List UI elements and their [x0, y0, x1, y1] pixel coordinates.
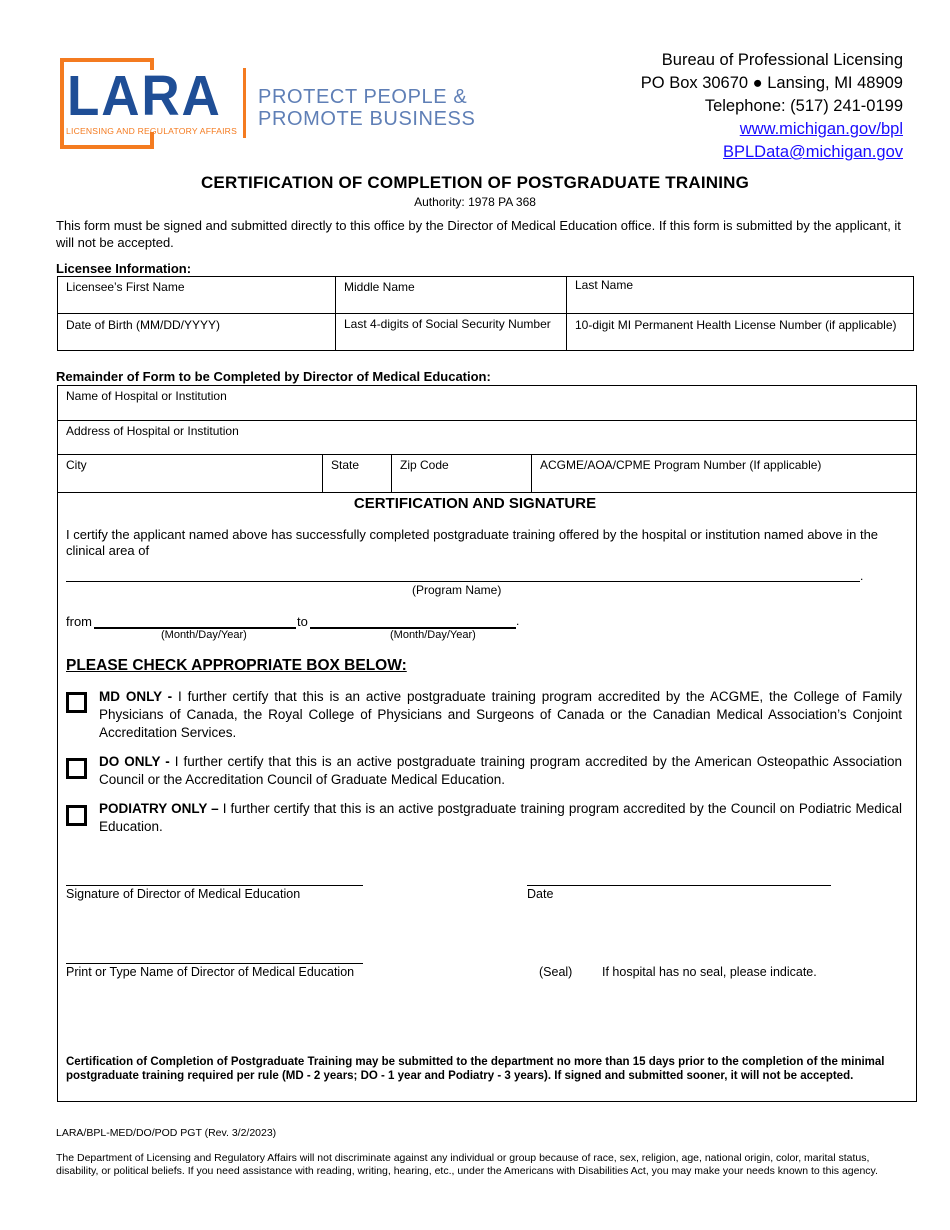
- program-number-field[interactable]: [532, 455, 916, 492]
- zip-code-field[interactable]: [392, 455, 531, 492]
- form-instructions: This form must be signed and submitted directly to this office by the Director of Medical Education office. If this form is submitted by the applicant, it will not be accepted.: [56, 218, 901, 250]
- license-number-label: 10-digit MI Permanent Health License Number (if applicable): [575, 318, 897, 332]
- form-number: LARA/BPL-MED/DO/POD PGT (Rev. 3/2/2023): [56, 1127, 277, 1139]
- director-section-label: Remainder of Form to be Completed by Director of Medical Education:: [56, 369, 491, 384]
- print-name-input[interactable]: [66, 963, 363, 964]
- licensee-info-table: [57, 276, 914, 351]
- bureau-contact-block: [641, 49, 903, 164]
- bureau-name: Bureau of Professional Licensing: [661, 51, 903, 69]
- from-date-caption: (Month/Day/Year): [161, 629, 247, 641]
- state-label: State: [331, 458, 360, 472]
- certification-statement: I certify the applicant named above has successfully completed postgraduate training offered by the hospital or institution named above in the clinical area of: [66, 527, 879, 558]
- bureau-telephone: Telephone: (517) 241-0199: [704, 97, 903, 115]
- email-link[interactable]: BPLData@michigan.gov: [722, 143, 903, 161]
- dob-field[interactable]: [58, 314, 335, 350]
- to-date-period: .: [516, 614, 520, 628]
- first-name-label: Licensee’s First Name: [66, 280, 185, 294]
- program-name-input[interactable]: [66, 581, 860, 582]
- program-number-label: ACGME/AOA/CPME Program Number (If applicable): [540, 458, 822, 472]
- podiatry-only-text: I further certify that this is an active postgraduate training program accredited by the Council on Podiatric Medical Education.: [99, 801, 902, 834]
- podiatry-only-option: [99, 800, 902, 836]
- program-name-caption: (Program Name): [412, 583, 502, 597]
- city-field[interactable]: [58, 455, 322, 492]
- do-only-checkbox[interactable]: [66, 758, 87, 779]
- last-name-label: Last Name: [575, 278, 634, 292]
- middle-name-label: Middle Name: [344, 280, 415, 294]
- md-only-checkbox[interactable]: [66, 692, 87, 713]
- hospital-name-label: Name of Hospital or Institution: [66, 389, 227, 403]
- bureau-address: PO Box 30670 ● Lansing, MI 48909: [640, 74, 903, 92]
- last-name-field[interactable]: [567, 275, 913, 311]
- lara-logo: LARA: [67, 64, 222, 128]
- do-only-text: I further certify that this is an active postgraduate training program accredited by the American Osteopathic Association Council or the Accreditation Council of Graduate Medical Education.: [99, 754, 903, 787]
- submission-timing-note: Certification of Completion of Postgraduate Training may be submitted to the department no more than 15 days prior to the completion of the minimal postgraduate training required per rule (MD - 2 years; DO - 1 year and Podiatry - 3 years). If signed and submitted sooner, it will not be accepted.: [66, 1056, 885, 1082]
- check-box-heading: PLEASE CHECK APPROPRIATE BOX BELOW:: [66, 657, 407, 674]
- print-name-label: Print or Type Name of Director of Medical Education: [66, 965, 355, 979]
- to-date-caption: (Month/Day/Year): [390, 629, 476, 641]
- program-name-period: .: [860, 569, 864, 583]
- podiatry-only-lead: PODIATRY ONLY –: [99, 801, 219, 816]
- first-name-field[interactable]: [58, 277, 335, 313]
- ssn-last4-field[interactable]: [336, 314, 566, 350]
- website-link[interactable]: www.michigan.gov/bpl: [739, 120, 903, 138]
- date-label: Date: [527, 887, 554, 901]
- form-authority: Authority: 1978 PA 368: [414, 195, 536, 209]
- tagline: [258, 86, 475, 130]
- middle-name-field[interactable]: [336, 277, 566, 313]
- signature-input[interactable]: [66, 885, 363, 886]
- nondiscrimination-statement: The Department of Licensing and Regulatory Affairs will not discriminate against any individual or group because of race, sex, religion, age, national origin, color, marital status, disability, or political beliefs. If you need assistance with reading, writing, hearing, etc., under the Americans with Disabilities Act, you may make your needs known to this agency.: [56, 1152, 878, 1177]
- to-label: to: [297, 614, 308, 629]
- city-label: City: [66, 458, 87, 472]
- signature-label: Signature of Director of Medical Education: [66, 887, 301, 901]
- from-label: from: [66, 614, 92, 629]
- tagline-line-1: PROTECT PEOPLE &: [258, 86, 468, 108]
- form-title: CERTIFICATION OF COMPLETION OF POSTGRADUATE TRAINING: [200, 173, 750, 192]
- licensee-section-label: Licensee Information:: [56, 261, 192, 276]
- hospital-address-field[interactable]: [58, 421, 916, 454]
- logo-subtext: LICENSING AND REGULATORY AFFAIRS: [66, 126, 238, 136]
- do-only-option: [99, 753, 902, 789]
- tagline-line-2: PROMOTE BUSINESS: [258, 108, 476, 130]
- dob-label: Date of Birth (MM/DD/YYYY): [66, 318, 221, 332]
- ssn-last4-label: Last 4-digits of Social Security Number: [344, 317, 551, 331]
- hospital-name-field[interactable]: [58, 386, 916, 420]
- license-number-field[interactable]: [567, 314, 913, 350]
- seal-note: If hospital has no seal, please indicate.: [602, 965, 817, 979]
- podiatry-only-checkbox[interactable]: [66, 805, 87, 826]
- state-field[interactable]: [323, 455, 391, 492]
- md-only-lead: MD ONLY -: [99, 689, 173, 704]
- date-input[interactable]: [527, 885, 831, 886]
- certification-heading: CERTIFICATION AND SIGNATURE: [353, 495, 597, 512]
- logo-divider: [243, 68, 246, 138]
- md-only-text: I further certify that this is an active postgraduate training program accredited by the ACGME, the College of Family Physicians of Canada, the Royal College of Physicians and Surgeons of Canada or the Canadian Medical Association’s Conjoint Accreditation Services.: [99, 689, 902, 740]
- director-section-box: [57, 385, 917, 1102]
- md-only-option: [99, 688, 902, 742]
- seal-label: (Seal): [539, 965, 573, 979]
- zip-code-label: Zip Code: [400, 458, 449, 472]
- hospital-address-label: Address of Hospital or Institution: [66, 424, 239, 438]
- do-only-lead: DO ONLY -: [99, 754, 170, 769]
